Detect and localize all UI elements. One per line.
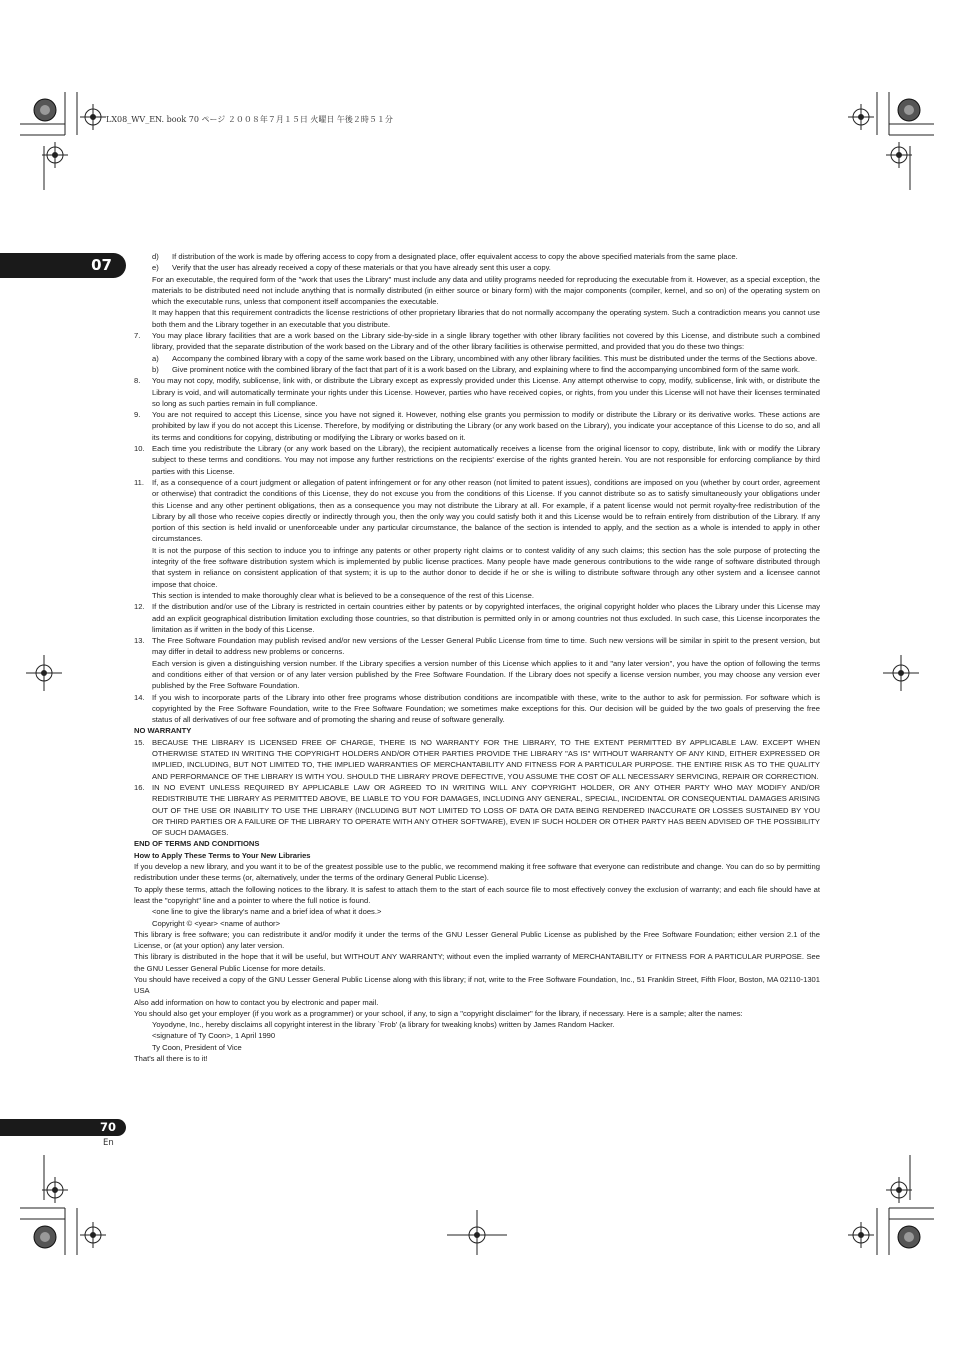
heading-how-to-apply: How to Apply These Terms to Your New Libraries: [134, 850, 311, 860]
heading-no-warranty: NO WARRANTY: [134, 726, 192, 736]
section-16: 16. IN NO EVENT UNLESS REQUIRED BY APPLICABLE LAW OR AGREED TO IN WRITING WILL ANY COPYRIGHT HOLDER, OR ANY OTHER PARTY WHO MAY MODIFY AND/OR REDISTRIBUTE THE LIBRARY AS PERMITTED ABOVE, BE LIABLE TO YOU FOR DAMAGES, INCLUDING ANY GENERAL, SPECIAL, INCIDENTAL OR CONSEQUENTIAL DAMAGES ARISING OUT OF THE USE OR INABILITY TO USE THE LIBRARY (INCLUDING BUT NOT LIMITED TO LOSS OF DATA OR DATA BEING RENDERED INACCURATE OR LOSSES SUSTAINED BY YOU OR THIRD PARTIES OR A FAILURE OF THE LIBRARY TO OPERATE WITH ANY OTHER SOFTWARE), EVEN IF SUCH HOLDER OR OTHER PARTY HAS BEEN ADVISED OF THE POSSIBILITY OF SUCH DAMAGES.: [134, 782, 820, 838]
paragraph: If you develop a new library, and you want it to be of the greatest possible use to the public, we recommend making it free software that everyone can redistribute and change. You can do so by permitting redistribution under these terms (or, alternatively, under the terms of the ordinary General Public License).: [134, 862, 820, 883]
paragraph: This library is distributed in the hope that it will be useful, but WITHOUT ANY WARRANTY; without even the implied warranty of MERCHANTABILITY or FITNESS FOR A PARTICULAR PURPOSE. See the GNU Lesser General Public License for more details.: [134, 952, 820, 973]
section-15: 15. BECAUSE THE LIBRARY IS LICENSED FREE OF CHARGE, THERE IS NO WARRANTY FOR THE LIBRARY, TO THE EXTENT PERMITTED BY APPLICABLE LAW. EXCEPT WHEN OTHERWISE STATED IN WRITING THE COPYRIGHT HOLDERS AND/OR OTHER PARTIES PROVIDE THE LIBRARY "AS IS" WITHOUT WARRANTY OF ANY KIND, EITHER EXPRESSED OR IMPLIED, INCLUDING, BUT NOT LIMITED TO, THE IMPLIED WARRANTIES OF MERCHANTABILITY AND FITNESS FOR A PARTICULAR PURPOSE. THE ENTIRE RISK AS TO THE QUALITY AND PERFORMANCE OF THE LIBRARY IS WITH YOU. SHOULD THE LIBRARY PROVE DEFECTIVE, YOU ASSUME THE COST OF ALL NECESSARY SERVICING, REPAIR OR CORRECTION.: [134, 737, 820, 781]
section-11: 11. If, as a consequence of a court judgment or allegation of patent infringement or for any other reason (not limited to patent issues), conditions are imposed on you (whether by court order, agreement or otherwise) that contradict the conditions of this License, they do not excuse you from the conditions of this License. If you cannot distribute so as to satisfy simultaneously your obligations under this License and any other pertinent obligations, then as a consequence you may not distribute the Library at all. For example, if a patent license would not permit royalty-free redistribution of the Library by all those who receive copies directly or indirectly through you, then the only way you could satisfy both it and this License would be to refrain entirely from distribution of the Library. If any portion of this section is held invalid or unenforceable under any particular circumstance, the balance of the section is intended to apply, and the section as a whole is intended to apply in other circumstances.: [134, 477, 820, 544]
paragraph: This section is intended to make thoroughly clear what is believed to be a consequence of the rest of this License.: [152, 590, 535, 600]
list-item-d: d) If distribution of the work is made by offering access to copy from a designated place, offer equivalent access to copy the above specified materials from the same place.: [152, 252, 738, 261]
list-item-e: e) Verify that the user has already received a copy of these materials or that you have already sent this user a copy.: [152, 263, 551, 273]
paragraph: You should also get your employer (if you work as a programmer) or your school, if any, to sign a "copyright disclaimer" for the library, if necessary. Here is a sample; alter the names:: [134, 1008, 743, 1018]
paragraph: Also add information on how to contact you by electronic and paper mail.: [134, 997, 379, 1007]
paragraph: You should have received a copy of the GNU Lesser General Public License along with this library; if not, write to the Free Software Foundation, Inc., 51 Franklin Street, Fifth Floor, Boston, MA 02110-1301 USA: [134, 975, 820, 996]
section-10: 10. Each time you redistribute the Library (or any work based on the Library), the recipient automatically receives a license from the original licensor to copy, distribute, link with or modify the Library subject to these terms and conditions. You may not impose any further restrictions on the recipients' exercise of the rights granted herein. You are not responsible for enforcing compliance by third parties with this License.: [134, 444, 820, 476]
disclaimer-line: Yoyodyne, Inc., hereby disclaims all copyright interest in the library `Frob' (a library for tweaking knobs) written by James Random Hacker.: [152, 1020, 615, 1030]
section-7: 7. You may place library facilities that are a work based on the Library side-by-side in a single library together with other library facilities not covered by this License, and distribute such a combined library, provided that the separate distribution of the work based on the Library and of the other library facilities is otherwise permitted, and provided that you do these two things:: [134, 331, 820, 352]
section-8: 8. You may not copy, modify, sublicense, link with, or distribute the Library except as expressly provided under this License. Any attempt otherwise to copy, modify, sublicense, link with, or distribute the Library is void, and will automatically terminate your rights under this License. However, parties who have received copies, or rights, from you under this License will not have their licenses terminated so long as such parties remain in full compliance.: [134, 376, 820, 408]
chapter-number: 07: [91, 256, 112, 274]
page-number-bar: [0, 1119, 126, 1136]
notice-line: <one line to give the library's name and a brief idea of what it does.>: [152, 907, 382, 917]
heading-end-of-terms: END OF TERMS AND CONDITIONS: [134, 839, 260, 849]
disclaimer-line: Ty Coon, President of Vice: [152, 1042, 242, 1052]
paragraph: Each version is given a distinguishing version number. If the Library specifies a version number of this License which applies to it and "any later version", you have the option of following the terms and conditions either of that version or of any later version published by the Free Software Foundation. If the Library does not specify a license version number, you may choose any version ever published by the Free Software Foundation.: [152, 658, 820, 691]
section-12: 12. If the distribution and/or use of the Library is restricted in certain countries either by patents or by copyrighted interfaces, the original copyright holder who places the Library under this License may add an explicit geographical distribution limitation excluding those countries, so that distribution is permitted only in or among countries not thus excluded. In such case, this License incorporates the limitation as if written in the body of this License.: [134, 602, 820, 634]
paragraph: That's all there is to it!: [134, 1054, 208, 1064]
list-item-7a: a) Accompany the combined library with a copy of the same work based on the Library, uncombined with any other library facilities. This must be distributed under the terms of the Sections above.: [152, 353, 818, 363]
paragraph: This library is free software; you can redistribute it and/or modify it under the terms of the GNU Lesser General Public License as published by the Free Software Foundation; either version 2.1 of the License, or (at your option) any later version.: [134, 929, 820, 951]
section-13: 13. The Free Software Foundation may publish revised and/or new versions of the Lesser General Public License from time to time. Such new versions will be similar in spirit to the present version, but may differ in detail to address new problems or concerns.: [134, 636, 820, 657]
paragraph: It may happen that this requirement contradicts the license restrictions of other proprietary libraries that do not normally accompany the operating system. Such a contradiction means you cannot use both them and the Library together in an executable that you distribute.: [152, 308, 820, 329]
notice-line: Copyright © <year> <name of author>: [152, 918, 281, 928]
paragraph: For an executable, the required form of the "work that uses the Library" must include any data and utility programs needed for reproducing the executable from it. However, as a special exception, the materials to be distributed need not include anything that is normally distributed (in either source or binary form) with the major components (compiler, kernel, and so on) of the operating system on which the executable runs, unless that component itself accompanies the executable.: [152, 274, 820, 307]
language-code: En: [103, 1138, 114, 1148]
chapter-tab: [0, 253, 126, 278]
license-text: [134, 251, 820, 1064]
page-number: 70: [99, 1120, 116, 1134]
paragraph: It is not the purpose of this section to induce you to infringe any patents or other property right claims or to contest validity of any such claims; this section has the sole purpose of protecting the integrity of the free software distribution system which is implemented by public license practices. Many people have made generous contributions to the wide range of software distributed through that system in reliance on consistent application of that system; it is up to the author donor to decide if he or she is willing to distribute software through any other system and a licensee cannot impose that choice.: [152, 545, 820, 589]
disclaimer-line: <signature of Ty Coon>, 1 April 1990: [152, 1031, 276, 1041]
print-file-header: LX08_WV_EN. book 70 ページ ２００８年７月１５日 火曜日 午後２時５１分: [106, 115, 393, 124]
list-item-7b: b) Give prominent notice with the combined library of the fact that part of it is a work based on the Library, and explaining where to find the accompanying uncombined form of the same work.: [152, 364, 800, 374]
section-14: 14. If you wish to incorporate parts of the Library into other free programs whose distribution conditions are incompatible with these, write to the author to ask for permission. For software which is copyrighted by the Free Software Foundation, write to the Free Software Foundation; we sometimes make exceptions for this. Our decision will be guided by the two goals of preserving the free status of all derivatives of our free software and of promoting the sharing and reuse of software generally.: [134, 692, 820, 725]
paragraph: To apply these terms, attach the following notices to the library. It is safest to attach them to the start of each source file to most effectively convey the exclusion of warranty; and each file should have at least the "copyright" line and a pointer to where the full notice is found.: [134, 884, 820, 905]
section-9: 9. You are not required to accept this License, since you have not signed it. However, nothing else grants you permission to modify or distribute the Library or its derivative works. These actions are prohibited by law if you do not accept this License. Therefore, by modifying or distributing the Library (or any work based on the Library), you indicate your acceptance of this License to do so, and all its terms and conditions for copying, distributing or modifying the Library or works based on it.: [134, 410, 820, 442]
